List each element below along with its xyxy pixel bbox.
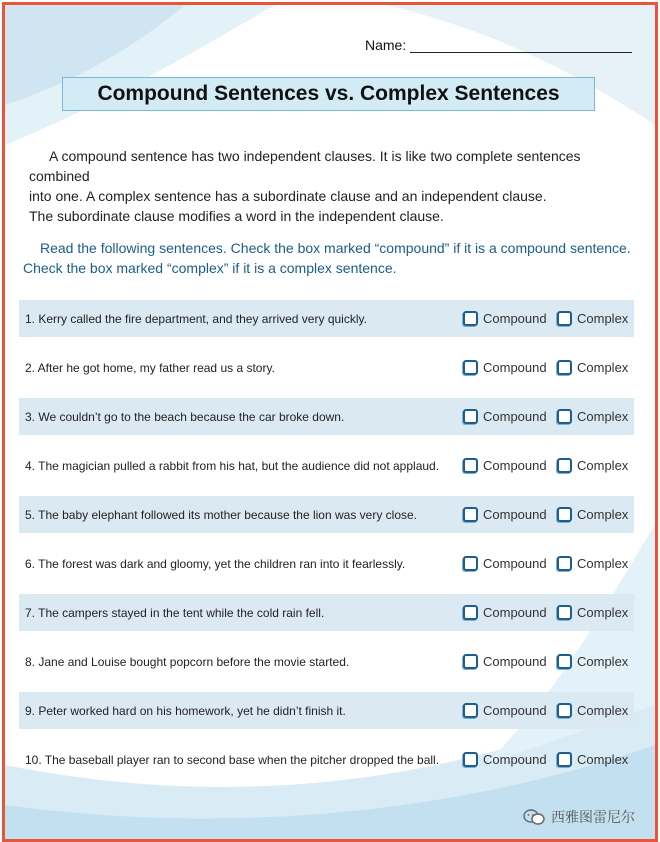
sentence-row [19, 545, 634, 582]
compound-checkbox[interactable] [463, 507, 478, 522]
sentence-row [19, 594, 634, 631]
compound-checkbox[interactable] [463, 360, 478, 375]
complex-option[interactable] [557, 654, 628, 669]
compound-option[interactable] [463, 360, 547, 375]
sentence-text: 7. The campers stayed in the tent while the cold rain fell. [25, 605, 325, 620]
watermark-text: 西雅图雷尼尔 [551, 809, 635, 825]
compound-label: Compound [483, 605, 547, 620]
complex-label: Complex [577, 458, 629, 473]
complex-checkbox[interactable] [557, 360, 572, 375]
complex-label: Complex [577, 654, 629, 669]
compound-checkbox[interactable] [463, 752, 478, 767]
complex-option[interactable] [557, 605, 628, 620]
compound-option[interactable] [463, 605, 547, 620]
compound-option[interactable] [463, 507, 547, 522]
sentence-row [19, 496, 634, 533]
intro-line-2: into one. A complex sentence has a subordinate clause and an independent clause. [29, 188, 547, 204]
compound-option[interactable] [463, 654, 547, 669]
sentence-text: 6. The forest was dark and gloomy, yet the children ran into it fearlessly. [25, 556, 406, 571]
complex-option[interactable] [557, 311, 628, 326]
sentence-row [19, 741, 634, 778]
sentence-row [19, 398, 634, 435]
compound-checkbox[interactable] [463, 409, 478, 424]
watermark [523, 807, 635, 827]
complex-option[interactable] [557, 409, 628, 424]
page-title: Compound Sentences vs. Complex Sentences [62, 77, 595, 111]
complex-checkbox[interactable] [557, 605, 572, 620]
name-label: Name: [365, 37, 407, 53]
sentence-text: 4. The magician pulled a rabbit from his hat, but the audience did not applaud. [25, 458, 440, 473]
sentence-row [19, 692, 634, 729]
complex-checkbox[interactable] [557, 311, 572, 326]
complex-checkbox[interactable] [557, 703, 572, 718]
instructions-line-2: Check the box marked “complex” if it is a complex sentence. [23, 260, 397, 276]
instructions [23, 238, 643, 278]
compound-option[interactable] [463, 458, 547, 473]
compound-option[interactable] [463, 409, 547, 424]
compound-checkbox[interactable] [463, 556, 478, 571]
complex-option[interactable] [557, 556, 628, 571]
compound-checkbox[interactable] [463, 605, 478, 620]
compound-option[interactable] [463, 556, 547, 571]
sentence-row [19, 643, 634, 680]
complex-option[interactable] [557, 752, 628, 767]
sentence-row [19, 447, 634, 484]
sentence-row [19, 300, 634, 337]
complex-checkbox[interactable] [557, 507, 572, 522]
complex-label: Complex [577, 556, 629, 571]
worksheet-page [2, 2, 658, 842]
compound-checkbox[interactable] [463, 703, 478, 718]
complex-checkbox[interactable] [557, 409, 572, 424]
intro-line-1: A compound sentence has two independent clauses. It is like two complete sentences combined [29, 148, 581, 184]
complex-option[interactable] [557, 360, 628, 375]
compound-option[interactable] [463, 703, 547, 718]
sentence-text: 3. We couldn’t go to the beach because the car broke down. [25, 409, 345, 424]
sentence-row [19, 349, 634, 386]
sentence-text: 10. The baseball player ran to second base when the pitcher dropped the ball. [25, 752, 440, 767]
complex-label: Complex [577, 409, 629, 424]
name-blank-line [410, 38, 632, 53]
compound-label: Compound [483, 311, 547, 326]
complex-label: Complex [577, 752, 629, 767]
compound-checkbox[interactable] [463, 311, 478, 326]
wechat-icon [523, 809, 545, 825]
complex-label: Complex [577, 703, 629, 718]
compound-option[interactable] [463, 752, 547, 767]
compound-label: Compound [483, 458, 547, 473]
complex-label: Complex [577, 360, 629, 375]
complex-label: Complex [577, 605, 629, 620]
complex-checkbox[interactable] [557, 654, 572, 669]
complex-option[interactable] [557, 703, 628, 718]
compound-label: Compound [483, 507, 547, 522]
name-field [365, 37, 632, 53]
complex-label: Complex [577, 507, 629, 522]
compound-label: Compound [483, 654, 547, 669]
complex-checkbox[interactable] [557, 458, 572, 473]
complex-option[interactable] [557, 507, 628, 522]
compound-label: Compound [483, 360, 547, 375]
complex-checkbox[interactable] [557, 556, 572, 571]
compound-option[interactable] [463, 311, 547, 326]
compound-label: Compound [483, 409, 547, 424]
compound-label: Compound [483, 752, 547, 767]
intro-paragraph [29, 146, 644, 226]
sentence-list [19, 300, 634, 790]
compound-checkbox[interactable] [463, 654, 478, 669]
complex-option[interactable] [557, 458, 628, 473]
sentence-text: 2. After he got home, my father read us a story. [25, 360, 275, 375]
sentence-text: 5. The baby elephant followed its mother because the lion was very close. [25, 507, 418, 522]
compound-label: Compound [483, 556, 547, 571]
intro-line-3: The subordinate clause modifies a word in the independent clause. [29, 208, 444, 224]
instructions-line-1: Read the following sentences. Check the box marked “compound” if it is a compound sentence. [40, 240, 631, 256]
compound-label: Compound [483, 703, 547, 718]
sentence-text: 8. Jane and Louise bought popcorn before the movie started. [25, 654, 350, 669]
complex-checkbox[interactable] [557, 752, 572, 767]
sentence-text: 1. Kerry called the fire department, and they arrived very quickly. [25, 311, 367, 326]
sentence-text: 9. Peter worked hard on his homework, yet he didn’t finish it. [25, 703, 346, 718]
compound-checkbox[interactable] [463, 458, 478, 473]
complex-label: Complex [577, 311, 629, 326]
